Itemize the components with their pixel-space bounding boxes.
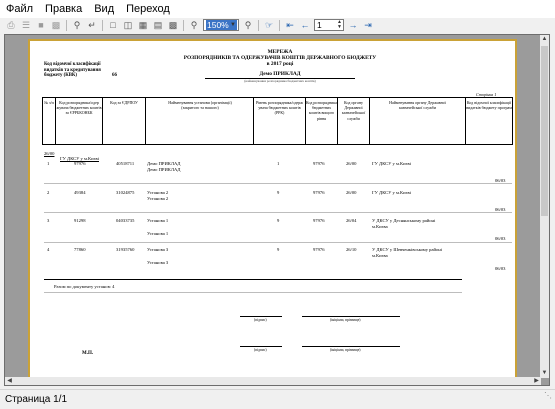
signature-line (240, 346, 282, 347)
toolbar-separator (102, 20, 103, 31)
scroll-thumb[interactable] (541, 46, 548, 216)
page-mark: Сторінка 1 (476, 92, 497, 97)
table-border (42, 97, 512, 98)
row-name: Установа 1 (147, 218, 169, 223)
preview-viewport[interactable] (4, 34, 550, 386)
row-dksu-name-secondary: м.Києва (372, 224, 388, 229)
row-dksu-name: У ДКСУ у Деснянському районі (372, 218, 436, 223)
zoom-select[interactable] (203, 19, 239, 31)
scroll-down-icon[interactable]: ▼ (541, 370, 548, 376)
zoom-in-icon[interactable]: ⚲ (244, 20, 252, 30)
row-code: 97976 (74, 161, 86, 166)
zoom-out-icon[interactable]: ⚲ (190, 20, 198, 30)
row-name: Установа 2 (147, 190, 169, 195)
zoom-value: 150% (207, 20, 229, 30)
row-dksu-code: 26/00 (346, 190, 357, 195)
scroll-left-icon[interactable]: ◀ (7, 378, 12, 384)
row-name-secondary: Установа 3 (147, 260, 169, 265)
row-higher-code: 97976 (313, 218, 325, 223)
horizontal-scrollbar[interactable] (5, 377, 541, 385)
last-page-icon[interactable]: ⇥ (364, 20, 372, 30)
page-width-icon[interactable]: ▤ (153, 20, 163, 30)
toolbar-separator (183, 20, 184, 31)
row-dksu-code: 26/04 (346, 218, 357, 223)
header-cell: Код за ЄДРПОУ (110, 100, 138, 105)
spinner-icon: ▲ ▼ (337, 19, 342, 30)
row-number: 3 (47, 218, 50, 223)
row-edrpou: 31024875 (116, 190, 135, 195)
previous-page-icon[interactable]: ← (300, 20, 310, 30)
kvk-label: Код відомчої класифікації видатків та кредитування бюджету (КВК) (44, 62, 101, 79)
single-page-icon[interactable]: □ (110, 20, 116, 30)
next-page-icon[interactable]: → (348, 20, 358, 30)
report-subtitle: РОЗПОРЯДНИКІВ ТА ОДЕРЖУВАЧІВ КОШТІВ ДЕРЖАВНОГО БЮДЖЕТУ (183, 55, 377, 61)
row-code: 49384 (74, 190, 86, 195)
header-cell: Найменування установи (організації) (закритого та нашого) (168, 100, 232, 111)
name-line (302, 316, 400, 317)
row-name: Демо ПРИКЛАД (147, 161, 181, 166)
name-caption: (ініціали, прізвище) (330, 348, 361, 352)
row-name-secondary: Установа 2 (147, 196, 169, 201)
row-kvk: 06/03 (495, 236, 506, 241)
page-setup-icon[interactable]: ▩ (51, 20, 61, 30)
name-line (302, 346, 400, 347)
group-name: ГУ ДКСУ у м.Києві (60, 156, 99, 161)
toolbar (0, 18, 555, 32)
chevron-down-icon: ▼ (230, 22, 236, 28)
row-name-secondary: Установа 1 (147, 231, 169, 236)
row-dksu-name: ГУ ДКСУ у м.Києві (372, 190, 411, 195)
row-kvk: 06/03 (495, 178, 506, 183)
signature-caption: (підпис) (254, 348, 267, 352)
first-page-icon[interactable]: ⇤ (286, 20, 294, 30)
row-level: 1 (277, 161, 280, 166)
row-name: Установа 3 (147, 247, 169, 252)
row-kvk: 06/03 (495, 207, 506, 212)
row-higher-code: 97976 (313, 247, 325, 252)
row-name-secondary: Демо ПРИКЛАД (147, 167, 181, 172)
hand-tool-icon[interactable]: ☞ (264, 20, 274, 30)
row-level: 9 (277, 190, 280, 195)
menu-view[interactable]: Вид (94, 3, 115, 15)
row-kvk: 06/03 (495, 266, 506, 271)
total-underline (44, 292, 462, 293)
row-number: 4 (47, 247, 50, 252)
row-dksu-name: У ДКСУ у Шевченківському районі (372, 247, 442, 252)
row-separator (44, 242, 512, 243)
toolbar-separator (66, 20, 67, 31)
signature-line (240, 316, 282, 317)
table-border (145, 97, 146, 145)
header-cell: Код розпорядника бюджетних коштів вищого рівня (306, 100, 337, 121)
row-edrpou: 40518711 (116, 161, 135, 166)
scroll-right-icon[interactable]: ▶ (534, 378, 539, 384)
two-pages-icon[interactable]: ◫ (123, 20, 133, 30)
row-level: 9 (277, 247, 280, 252)
total-rule (44, 279, 462, 280)
header-cell: Найменування органу Державної казначейської служби (389, 100, 446, 111)
row-code: 91298 (74, 218, 86, 223)
kvk-value: 66 (112, 73, 117, 78)
find-next-icon[interactable]: ↵ (88, 20, 96, 30)
row-number: 1 (47, 161, 50, 166)
header-cell: Рівень розпорядника/одерж увача бюджетних коштів (РРК) (255, 100, 304, 116)
table-border (512, 97, 513, 145)
report-title: МЕРЕЖА (267, 49, 293, 55)
row-higher-code: 97976 (313, 190, 325, 195)
menu-go[interactable]: Переход (126, 3, 170, 15)
group-code: 26/00 (44, 151, 55, 156)
toolbar-separator (279, 20, 280, 31)
row-dksu-name: ГУ ДКСУ у м.Києві (372, 161, 411, 166)
header-cell: Код розпорядника/одер жувача бюджетних коштів за ЄРРБКОНБК (56, 100, 102, 116)
search-icon[interactable]: ⚲ (73, 20, 81, 30)
total-count: Разом по документу установ: 4 (54, 284, 115, 289)
header-cell: Код органу Державної казначейської служби (341, 100, 366, 121)
table-border (42, 144, 512, 145)
row-edrpou: 31935760 (116, 247, 135, 252)
header-cell: № з/п (44, 100, 54, 105)
vertical-scrollbar[interactable] (540, 35, 549, 378)
row-higher-code: 97976 (313, 161, 325, 166)
multi-page-icon[interactable]: ▦ (138, 20, 148, 30)
page-number-value: 1 (317, 20, 322, 30)
row-number: 2 (47, 190, 50, 195)
row-separator (44, 183, 512, 184)
signature-caption: (підпис) (254, 318, 267, 322)
menu-bar (0, 0, 555, 18)
header-cell: Код відомчої класифікації видатків бюджету програм (466, 100, 512, 111)
name-caption: (ініціали, прізвище) (330, 318, 361, 322)
organization-name: Демо ПРИКЛАД (259, 71, 301, 77)
print-icon[interactable]: ⎙ (7, 20, 15, 30)
report-page (28, 39, 517, 380)
page-status: Страница 1/1 (5, 394, 68, 405)
menu-file[interactable]: Файл (6, 3, 34, 15)
row-dksu-code: 26/00 (346, 161, 357, 166)
resize-grip-icon[interactable]: ⋱ (544, 391, 552, 400)
row-dksu-name-secondary: м.Києва (372, 253, 388, 258)
row-code: 77860 (74, 247, 86, 252)
thumbnails-icon[interactable]: ▩ (168, 20, 178, 30)
menu-edit[interactable]: Правка (45, 3, 83, 15)
organization-caption: (найменування розпорядника бюджетних коштів) (244, 79, 316, 83)
report-year: в 2017 році (266, 61, 294, 67)
row-separator (44, 212, 512, 213)
stamp-place: М.П. (82, 351, 94, 356)
row-edrpou: 04033735 (116, 218, 135, 223)
row-dksu-code: 26/10 (346, 247, 357, 252)
row-level: 9 (277, 218, 280, 223)
page-number-input[interactable] (314, 19, 344, 31)
scroll-up-icon[interactable]: ▲ (541, 36, 548, 42)
toolbar-separator (258, 20, 259, 31)
save-icon[interactable]: ■ (38, 20, 44, 30)
table-border (369, 97, 370, 145)
export-icon[interactable]: ☰ (21, 20, 31, 30)
status-bar (0, 389, 555, 409)
